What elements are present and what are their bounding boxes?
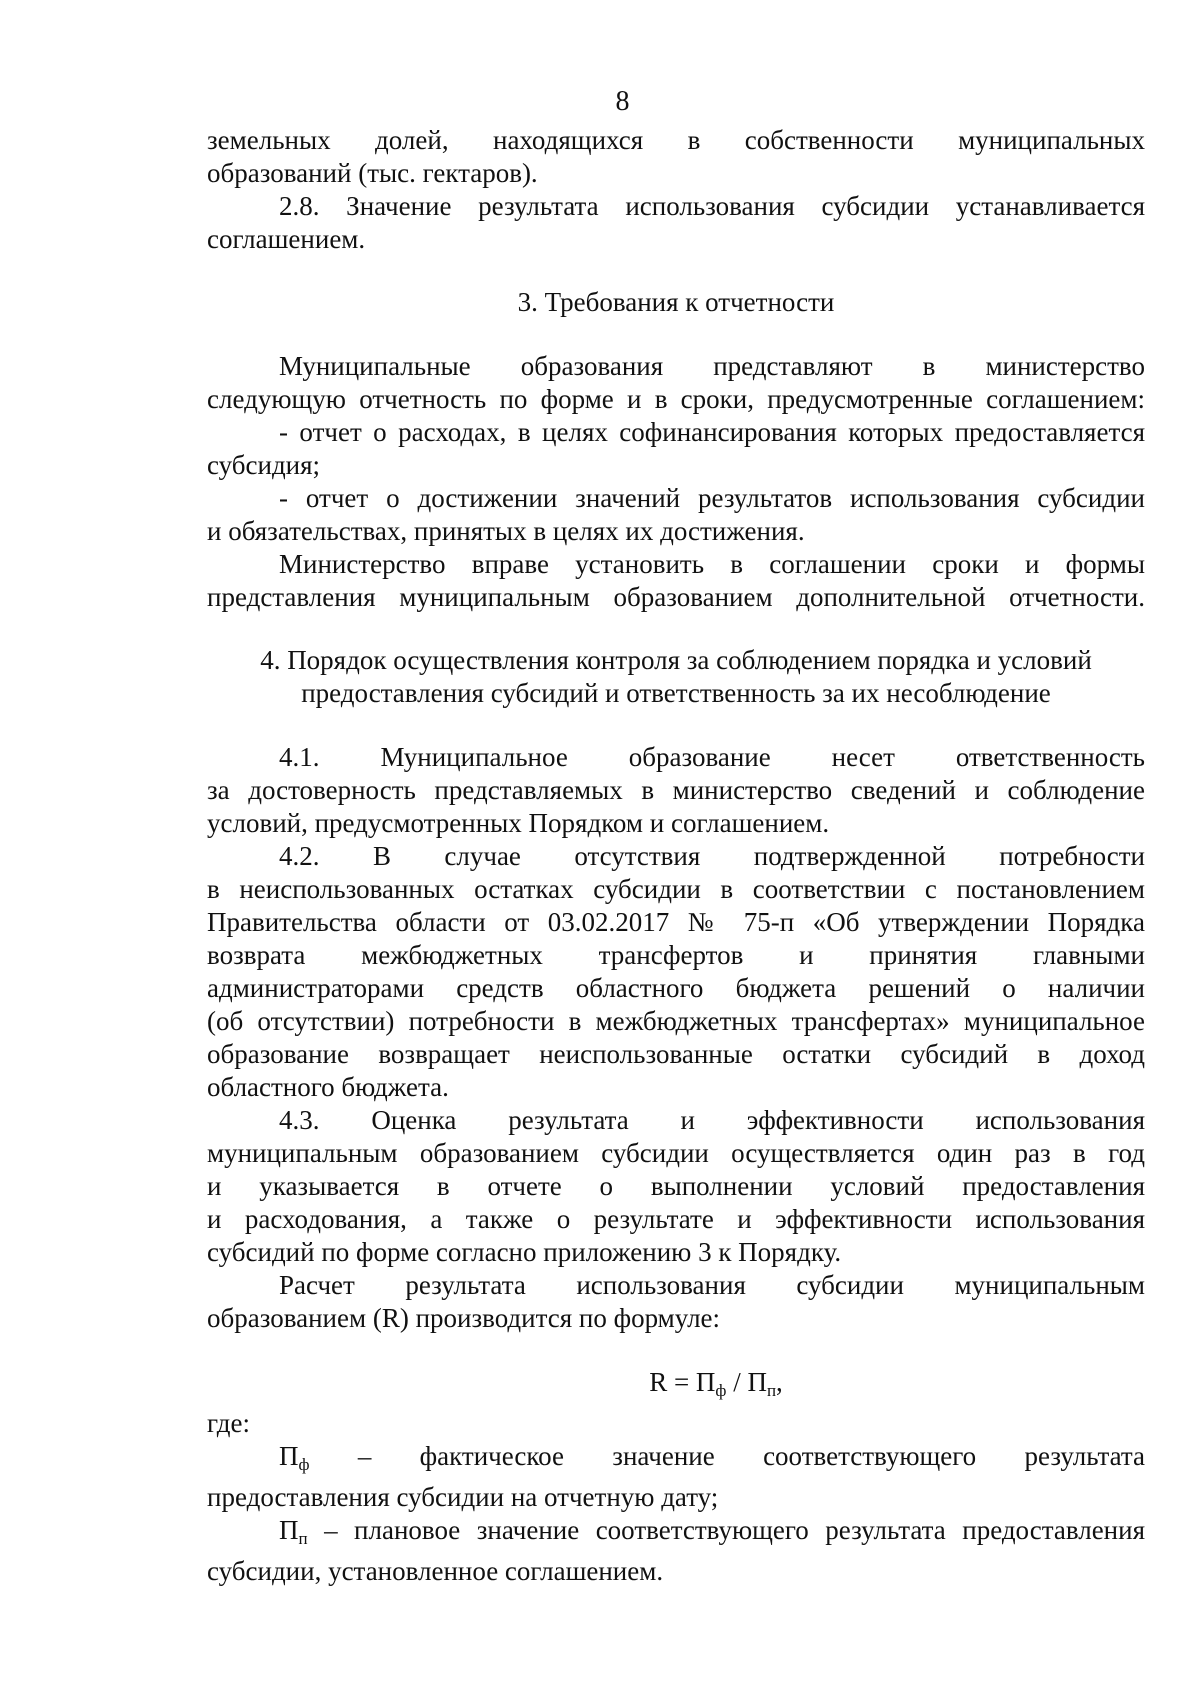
text-line: в неиспользованных остатках субсидии в соответствии с постановлением — [207, 874, 1145, 904]
paragraph-2-8: 2.8. Значение результата использования субсидии устанавливается — [279, 191, 1145, 221]
text-line: администраторами средств областного бюджета решений о наличии — [207, 973, 1145, 1003]
list-item: - отчет о расходах, в целях софинансирования которых предоставляется — [279, 417, 1145, 447]
text-line: образование возвращает неиспользованные остатки субсидий в доход — [207, 1039, 1145, 1069]
text-line: представления муниципальным образованием дополнительной отчетности. — [207, 582, 1145, 612]
text-line: Правительства области от 03.02.2017 № 75-п «Об утверждении Порядка — [207, 907, 1145, 937]
section-4-heading: 4. Порядок осуществления контроля за соблюдением порядка и условий — [260, 645, 1092, 675]
text-line: Расчет результата использования субсидии муниципальным — [279, 1270, 1145, 1300]
text-line: Муниципальные образования представляют в министерство — [279, 351, 1145, 381]
text-line: субсидия; — [207, 450, 321, 480]
document-body — [207, 124, 1145, 1588]
section-3-heading: 3. Требования к отчетности — [517, 287, 835, 317]
page-number: 8 — [615, 86, 630, 117]
definition-pp: $П_п$ – плановое значение соответствующего результата предоставления — [279, 1515, 1145, 1548]
text-line: образований (тыс. гектаров). — [207, 158, 538, 188]
text-line: областного бюджета. — [207, 1072, 449, 1102]
list-item: - отчет о достижении значений результатов использования субсидии — [279, 483, 1145, 513]
text-line: за достоверность представляемых в министерство сведений и соблюдение — [207, 775, 1145, 805]
text-line: возврата межбюджетных трансфертов и принятия главными — [207, 940, 1145, 970]
paragraph-4-3: 4.3. Оценка результата и эффективности использования — [279, 1105, 1145, 1135]
text-line: условий, предусмотренных Порядком и соглашением. — [207, 808, 830, 838]
text-line: и обязательствах, принятых в целях их достижения. — [207, 516, 805, 546]
text-line: образованием (R) производится по формуле: — [207, 1303, 721, 1333]
paragraph-4-2: 4.2. В случае отсутствия подтвержденной потребности — [279, 841, 1145, 871]
text-line: субсидий по форме согласно приложению 3 к Порядку. — [207, 1237, 842, 1267]
text-line: Министерство вправе установить в соглашении сроки и формы — [279, 549, 1145, 579]
text-line: где: — [207, 1408, 250, 1438]
formula: $R = П_ф / П_п$, — [649, 1367, 783, 1400]
text-line: (об отсутствии) потребности в межбюджетных трансфертах» муниципальное — [207, 1006, 1145, 1036]
text-line: муниципальным образованием субсидии осуществляется один раз в год — [207, 1138, 1145, 1168]
text-line: земельных долей, находящихся в собственности муниципальных — [207, 125, 1145, 155]
text-line: соглашением. — [207, 224, 366, 254]
text-line: субсидии, установленное соглашением. — [207, 1556, 664, 1586]
paragraph-4-1: 4.1. Муниципальное образование несет ответственность — [279, 742, 1145, 772]
text-line: и указывается в отчете о выполнении условий предоставления — [207, 1171, 1145, 1201]
text-line: следующую отчетность по форме и в сроки, предусмотренные соглашением: — [207, 384, 1145, 414]
text-line: и расходования, а также о результате и эффективности использования — [207, 1204, 1145, 1234]
section-4-heading-cont: предоставления субсидий и ответственность за их несоблюдение — [301, 678, 1051, 708]
definition-pf: $П_ф$ – фактическое значение соответствующего результата — [279, 1441, 1146, 1474]
text-line: предоставления субсидии на отчетную дату; — [207, 1482, 719, 1512]
